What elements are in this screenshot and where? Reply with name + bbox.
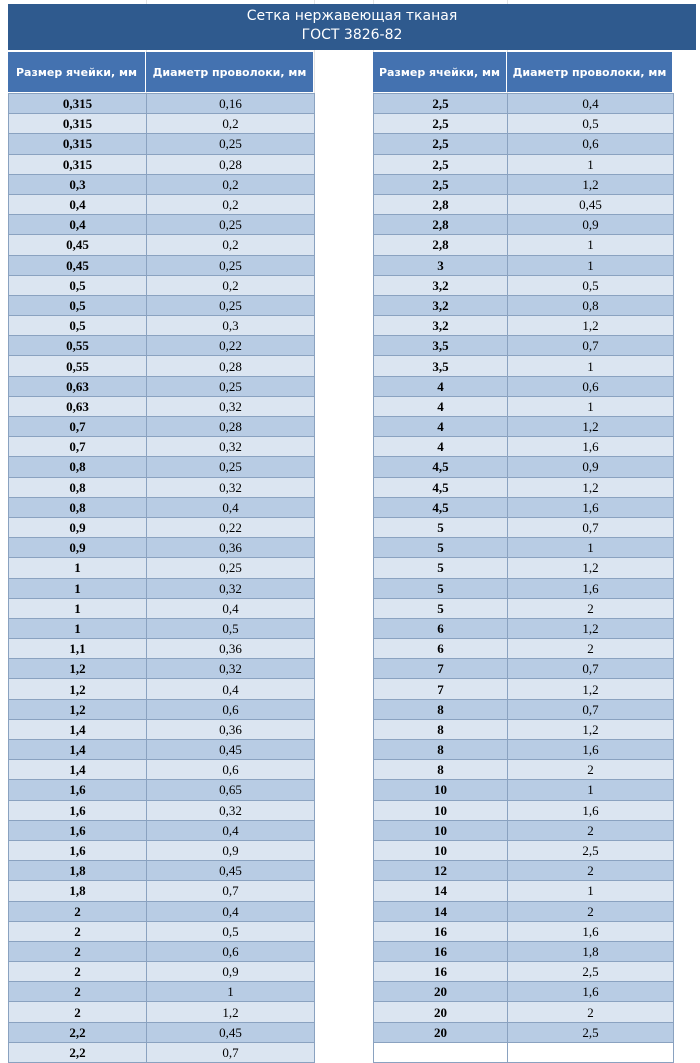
wire-diameter-cell: 0,6 [147,699,315,719]
table-row [9,719,315,739]
table-row [374,800,674,820]
mesh-size-cell: 2,2 [9,1022,147,1042]
mesh-size-cell: 0,5 [9,316,147,336]
mesh-size-cell: 16 [374,921,508,941]
mesh-size-cell: 5 [374,558,508,578]
table-row [9,962,315,982]
table-row [9,861,315,881]
wire-diameter-cell: 1,2 [508,558,674,578]
table-row [9,881,315,901]
wire-diameter-cell: 2 [508,639,674,659]
table-row [374,1002,674,1022]
table-row [9,215,315,235]
mesh-size-cell: 3,2 [374,316,508,336]
mesh-size-cell: 1,8 [9,861,147,881]
table-row [374,901,674,921]
table-row [374,517,674,537]
mesh-size-cell: 4 [374,417,508,437]
wire-diameter-cell: 1,2 [508,477,674,497]
wire-diameter-cell: 0,4 [508,94,674,114]
table-row [9,235,315,255]
mesh-size-cell: 4 [374,376,508,396]
table-row [374,760,674,780]
mesh-size-cell: 1,6 [9,780,147,800]
table-row [9,800,315,820]
mesh-size-cell: 2,5 [374,134,508,154]
wire-diameter-cell: 0,9 [147,962,315,982]
mesh-size-cell: 2 [9,901,147,921]
table-row [374,719,674,739]
mesh-size-cell: 0,55 [9,336,147,356]
wire-diameter-cell: 1 [508,255,674,275]
table-row [374,921,674,941]
table-row [9,760,315,780]
table-row [374,457,674,477]
table-row [374,94,674,114]
mesh-size-cell: 2,8 [374,215,508,235]
table-row [374,255,674,275]
wire-diameter-cell: 1 [508,356,674,376]
wire-diameter-cell: 0,2 [147,194,315,214]
mesh-size-cell: 4,5 [374,477,508,497]
mesh-size-cell: 5 [374,598,508,618]
wire-diameter-cell: 1 [147,982,315,1002]
wire-diameter-cell: 0,6 [147,760,315,780]
mesh-size-cell: 0,315 [9,154,147,174]
mesh-size-cell: 0,4 [9,215,147,235]
table-row [9,1002,315,1022]
wire-diameter-cell: 0,7 [508,699,674,719]
table-row [374,316,674,336]
table-row [9,114,315,134]
mesh-size-cell: 2 [9,941,147,961]
wire-diameter-cell: 1 [508,235,674,255]
wire-diameter-cell: 0,4 [147,497,315,517]
mesh-size-cell: 1 [9,558,147,578]
wire-diameter-cell: 0,6 [508,134,674,154]
wire-diameter-cell: 2 [508,598,674,618]
mesh-size-cell: 10 [374,800,508,820]
table-row [9,901,315,921]
table-row [9,820,315,840]
table-row [374,820,674,840]
wire-diameter-cell: 1,2 [508,174,674,194]
mesh-size-cell: 2,8 [374,194,508,214]
wire-diameter-cell: 1,2 [508,618,674,638]
wire-diameter-cell: 0,32 [147,578,315,598]
mesh-size-cell: 1,4 [9,760,147,780]
mesh-size-cell: 8 [374,719,508,739]
wire-diameter-cell: 1,6 [508,800,674,820]
table-row [374,941,674,961]
mesh-size-cell: 3 [374,255,508,275]
left-header-wire-diameter: Диаметр проволоки, мм [146,52,314,92]
mesh-size-cell: 0,8 [9,477,147,497]
table-row [9,639,315,659]
table-row [9,396,315,416]
wire-diameter-cell: 1,6 [508,578,674,598]
table-row [374,1022,674,1042]
mesh-size-cell: 0,8 [9,457,147,477]
wire-diameter-cell: 0,5 [147,921,315,941]
wire-diameter-cell: 2,5 [508,962,674,982]
table-row [374,538,674,558]
wire-diameter-cell: 0,36 [147,538,315,558]
mesh-size-cell: 14 [374,881,508,901]
mesh-size-cell: 0,45 [9,255,147,275]
wire-diameter-cell: 1,8 [508,941,674,961]
table-row [9,194,315,214]
mesh-size-cell: 4,5 [374,497,508,517]
table-row [9,275,315,295]
left-data-table [8,93,315,1063]
table-row [9,1022,315,1042]
table-row [374,336,674,356]
mesh-size-cell: 1,2 [9,659,147,679]
wire-diameter-cell: 0,9 [508,215,674,235]
wire-diameter-cell: 0,5 [508,114,674,134]
wire-diameter-cell: 1 [508,780,674,800]
wire-diameter-cell: 0,36 [147,719,315,739]
mesh-size-cell: 0,315 [9,94,147,114]
wire-diameter-cell: 0,2 [147,235,315,255]
mesh-size-cell: 0,3 [9,174,147,194]
mesh-size-cell: 2 [9,982,147,1002]
wire-diameter-cell: 0,7 [508,517,674,537]
wire-diameter-cell: 2 [508,861,674,881]
table-row [374,659,674,679]
title-line-1: Сетка нержавеющая тканая [246,8,458,24]
wire-diameter-cell: 1,6 [508,982,674,1002]
wire-diameter-cell: 0,25 [147,134,315,154]
wire-diameter-cell: 0,22 [147,517,315,537]
wire-diameter-cell: 1,2 [508,417,674,437]
wire-diameter-cell: 0,28 [147,356,315,376]
wire-diameter-cell: 0,2 [147,275,315,295]
mesh-size-cell: 20 [374,1002,508,1022]
wire-diameter-cell: 0,45 [147,740,315,760]
table-row [9,941,315,961]
mesh-size-cell: 4 [374,396,508,416]
mesh-size-cell: 2,5 [374,154,508,174]
wire-diameter-cell: 1,6 [508,921,674,941]
wire-diameter-cell: 1,6 [508,437,674,457]
right-data-table [373,93,674,1063]
table-row [374,417,674,437]
table-row [9,840,315,860]
wire-diameter-cell: 0,2 [147,114,315,134]
mesh-size-cell: 2 [9,1002,147,1022]
mesh-size-cell: 20 [374,1022,508,1042]
table-row [9,921,315,941]
mesh-size-cell: 0,63 [9,396,147,416]
table-row [9,437,315,457]
table-row [9,558,315,578]
wire-diameter-cell: 0,9 [508,457,674,477]
mesh-size-cell: 6 [374,618,508,638]
mesh-size-cell: 4,5 [374,457,508,477]
table-row [374,356,674,376]
wire-diameter-cell: 1,6 [508,497,674,517]
table-row [374,497,674,517]
table-row [9,336,315,356]
table-row [9,174,315,194]
mesh-size-cell: 0,4 [9,194,147,214]
mesh-size-cell: 0,9 [9,517,147,537]
mesh-size-cell: 1 [9,618,147,638]
wire-diameter-cell: 0,36 [147,639,315,659]
table-row [374,679,674,699]
wire-diameter-cell: 0,32 [147,800,315,820]
table-row [9,699,315,719]
table-row [374,639,674,659]
table-row [9,982,315,1002]
wire-diameter-cell: 0,25 [147,376,315,396]
wire-diameter-cell: 2 [508,1002,674,1022]
mesh-size-cell: 2,5 [374,94,508,114]
wire-diameter-cell: 0,45 [147,861,315,881]
mesh-size-cell: 1 [9,598,147,618]
wire-diameter-cell: 1,2 [508,719,674,739]
mesh-size-cell: 1,2 [9,679,147,699]
mesh-size-cell: 10 [374,840,508,860]
mesh-size-cell: 5 [374,538,508,558]
mesh-size-cell: 20 [374,982,508,1002]
mesh-size-cell: 1,2 [9,699,147,719]
mesh-size-cell: 3,2 [374,275,508,295]
wire-diameter-cell: 0,32 [147,396,315,416]
wire-diameter-cell: 1 [508,396,674,416]
wire-diameter-cell: 0,2 [147,174,315,194]
mesh-size-cell: 2 [9,921,147,941]
table-row [374,598,674,618]
table-row [374,235,674,255]
table-row [9,417,315,437]
mesh-size-cell: 2,8 [374,235,508,255]
mesh-size-cell: 10 [374,820,508,840]
mesh-size-cell: 2,2 [9,1042,147,1062]
wire-diameter-cell: 2,5 [508,1022,674,1042]
wire-diameter-cell: 0,32 [147,477,315,497]
mesh-size-cell: 2 [9,962,147,982]
table-row [374,881,674,901]
table-row [9,497,315,517]
table-row [374,840,674,860]
mesh-size-cell: 0,8 [9,497,147,517]
mesh-size-cell: 10 [374,780,508,800]
table-row [374,982,674,1002]
table-row [374,275,674,295]
mesh-size-cell: 1 [9,578,147,598]
table-row [374,437,674,457]
wire-diameter-cell: 0,32 [147,659,315,679]
wire-diameter-cell: 1,6 [508,740,674,760]
table-row [374,578,674,598]
table-row [9,618,315,638]
wire-diameter-cell: 1,2 [508,316,674,336]
table-row [9,1042,315,1062]
wire-diameter-cell: 0,7 [147,1042,315,1062]
table-row [9,578,315,598]
mesh-size-cell: 7 [374,659,508,679]
table-row [9,376,315,396]
table-row [374,295,674,315]
table-row [374,154,674,174]
table-row [374,376,674,396]
mesh-size-cell: 1,6 [9,840,147,860]
wire-diameter-cell: 0,25 [147,558,315,578]
wire-diameter-cell [508,1042,674,1062]
wire-diameter-cell: 0,6 [147,941,315,961]
table-row [9,517,315,537]
wire-diameter-cell: 0,45 [147,1022,315,1042]
mesh-size-cell: 0,5 [9,295,147,315]
wire-diameter-cell: 0,5 [508,275,674,295]
right-header-mesh-size: Размер ячейки, мм [373,52,507,92]
table-row [9,477,315,497]
wire-diameter-cell: 2 [508,901,674,921]
mesh-size-cell: 8 [374,699,508,719]
mesh-size-cell: 1,6 [9,820,147,840]
mesh-size-cell: 16 [374,962,508,982]
mesh-size-cell: 7 [374,679,508,699]
table-row [374,1042,674,1062]
wire-diameter-cell: 0,28 [147,154,315,174]
table-row [374,396,674,416]
right-header-wire-diameter: Диаметр проволоки, мм [507,52,673,92]
wire-diameter-cell: 0,7 [508,659,674,679]
wire-diameter-cell: 0,6 [508,376,674,396]
table-row [9,679,315,699]
mesh-size-cell: 5 [374,517,508,537]
mesh-size-cell: 2,5 [374,114,508,134]
wire-diameter-cell: 1 [508,881,674,901]
left-header-mesh-size: Размер ячейки, мм [8,52,146,92]
mesh-size-cell: 0,45 [9,235,147,255]
wire-diameter-cell: 0,28 [147,417,315,437]
wire-diameter-cell: 2,5 [508,840,674,860]
table-row [374,174,674,194]
table-row [9,356,315,376]
wire-diameter-cell: 0,4 [147,598,315,618]
table-row [9,255,315,275]
wire-diameter-cell: 0,25 [147,215,315,235]
table-row [9,457,315,477]
mesh-size-cell: 0,7 [9,437,147,457]
mesh-size-cell: 0,315 [9,134,147,154]
wire-diameter-cell: 1,2 [508,679,674,699]
table-row [9,780,315,800]
wire-diameter-cell: 0,3 [147,316,315,336]
mesh-size-cell: 14 [374,901,508,921]
mesh-size-cell: 1,6 [9,800,147,820]
table-row [9,134,315,154]
mesh-size-cell: 3,5 [374,336,508,356]
wire-diameter-cell: 0,45 [508,194,674,214]
table-row [374,962,674,982]
table-row [9,316,315,336]
mesh-size-cell: 1,4 [9,740,147,760]
wire-diameter-cell: 0,4 [147,679,315,699]
wire-diameter-cell: 0,8 [508,295,674,315]
table-row [9,94,315,114]
mesh-size-cell: 8 [374,740,508,760]
title-line-2: ГОСТ 3826-82 [301,27,403,43]
table-row [374,699,674,719]
table-row [374,477,674,497]
mesh-size-cell: 2,5 [374,174,508,194]
wire-diameter-cell: 0,4 [147,820,315,840]
table-row [374,618,674,638]
table-row [9,659,315,679]
wire-diameter-cell: 0,4 [147,901,315,921]
table-row [374,740,674,760]
table-row [9,295,315,315]
mesh-size-cell: 5 [374,578,508,598]
wire-diameter-cell: 0,7 [508,336,674,356]
mesh-size-cell: 12 [374,861,508,881]
table-row [9,598,315,618]
wire-diameter-cell: 1 [508,154,674,174]
mesh-size-cell: 4 [374,437,508,457]
table-row [374,194,674,214]
mesh-size-cell [374,1042,508,1062]
table-row [374,558,674,578]
mesh-size-cell: 0,315 [9,114,147,134]
wire-diameter-cell: 0,25 [147,255,315,275]
table-title [8,4,696,50]
table-row [374,215,674,235]
wire-diameter-cell: 0,65 [147,780,315,800]
mesh-size-cell: 1,8 [9,881,147,901]
wire-diameter-cell: 1 [508,538,674,558]
mesh-size-cell: 0,63 [9,376,147,396]
mesh-size-cell: 0,55 [9,356,147,376]
table-row [374,780,674,800]
table-row [9,538,315,558]
wire-diameter-cell: 2 [508,760,674,780]
wire-diameter-cell: 0,22 [147,336,315,356]
wire-diameter-cell: 2 [508,820,674,840]
mesh-size-cell: 16 [374,941,508,961]
wire-diameter-cell: 0,9 [147,840,315,860]
mesh-size-cell: 0,7 [9,417,147,437]
mesh-size-cell: 3,5 [374,356,508,376]
table-row [374,114,674,134]
mesh-size-cell: 0,5 [9,275,147,295]
wire-diameter-cell: 0,16 [147,94,315,114]
wire-diameter-cell: 0,5 [147,618,315,638]
table-row [374,134,674,154]
wire-diameter-cell: 0,32 [147,437,315,457]
mesh-size-cell: 8 [374,760,508,780]
mesh-size-cell: 1,1 [9,639,147,659]
wire-diameter-cell: 0,25 [147,295,315,315]
wire-diameter-cell: 0,25 [147,457,315,477]
table-row [374,861,674,881]
mesh-size-cell: 1,4 [9,719,147,739]
mesh-size-cell: 0,9 [9,538,147,558]
wire-diameter-cell: 0,7 [147,881,315,901]
table-row [9,740,315,760]
table-row [9,154,315,174]
mesh-size-cell: 3,2 [374,295,508,315]
wire-diameter-cell: 1,2 [147,1002,315,1022]
mesh-size-cell: 6 [374,639,508,659]
